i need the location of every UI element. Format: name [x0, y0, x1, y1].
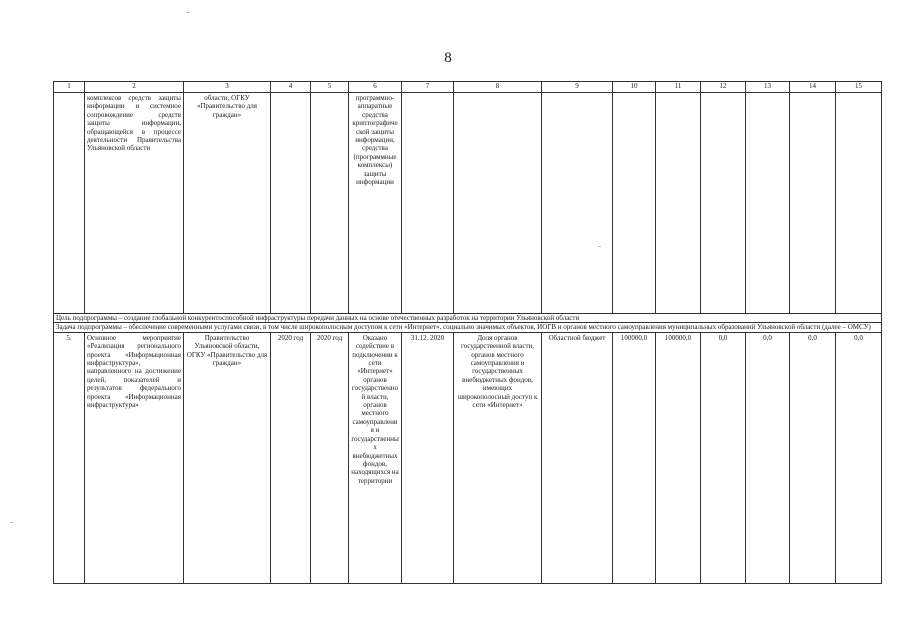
task-row: [54, 323, 882, 332]
scan-speck: [598, 246, 601, 247]
cell-15: 0,0: [836, 332, 882, 583]
cell-11: 100000,0: [656, 332, 701, 583]
cell-10: [613, 93, 656, 314]
col-header-5: 5: [311, 82, 349, 93]
cell-11: [656, 93, 701, 314]
table-row: [54, 332, 882, 583]
col-header-9: 9: [542, 82, 613, 93]
cell-end: 2020 год: [311, 332, 349, 583]
col-header-2: 2: [85, 82, 184, 93]
cell-num: [54, 93, 85, 314]
col-header-11: 11: [656, 82, 701, 93]
col-header-3: 3: [184, 82, 271, 93]
col-header-7: 7: [402, 82, 454, 93]
cell-result: программно-аппаратные средства криптографической защиты информации, средства (программные комплексы) защиты информации: [349, 93, 402, 314]
col-header-15: 15: [836, 82, 882, 93]
cell-result: Оказано содействие в подключении к сети «Интернет» органов государственной власти, органов местного самоуправления и государственных внебюджетных фондов, находящихся на территории: [349, 332, 402, 583]
program-table: [53, 81, 882, 584]
cell-num: 5.: [54, 332, 85, 583]
subprogram-goal: Цель подпрограммы – создание глобальной конкурентоспособной инфраструктуры передачи данных на основе отечественных разработок на территории Ульяновской области: [54, 314, 882, 323]
cell-13: [746, 93, 790, 314]
col-header-1: 1: [54, 82, 85, 93]
cell-measure-name: комплексов средств защиты информации и системное сопровождение средств защиты информации, обращающейся в процессе деятельности Правительства Ульяновской области: [85, 93, 184, 314]
cell-14: [790, 93, 836, 314]
cell-date: 31.12. 2020: [402, 332, 454, 583]
cell-12: [701, 93, 746, 314]
cell-date: [402, 93, 454, 314]
cell-12: 0,0: [701, 332, 746, 583]
page-number: 8: [444, 50, 452, 66]
cell-indicator: [454, 93, 542, 314]
cell-start: [271, 93, 311, 314]
col-header-14: 14: [790, 82, 836, 93]
cell-start: 2020 год: [271, 332, 311, 583]
scan-speck: [10, 522, 13, 523]
cell-13: 0,0: [746, 332, 790, 583]
goal-row: [54, 314, 882, 323]
cell-end: [311, 93, 349, 314]
cell-measure-name: Основное мероприятие «Реализация регионального проекта «Информационная инфраструктура», направленного на достижение целей, показателей и результатов федерального проекта «Информационная инфраструктура»: [85, 332, 184, 583]
cell-indicator: Доля органов государственной власти, органов местного самоуправления и государственных внебюджетных фондов, имеющих широкополосный доступ к сети «Интернет»: [454, 332, 542, 583]
cell-source: Областной бюджет: [542, 332, 613, 583]
subprogram-task: Задача подпрограммы – обеспечение современными услугами связи, в том числе широкополосным доступом к сети «Интернет», социально значимых объектов, ИОГВ и органов местного самоуправления муниципальных образований Ульяновской области (далее – ОМСУ): [54, 323, 882, 332]
col-header-10: 10: [613, 82, 656, 93]
col-header-12: 12: [701, 82, 746, 93]
col-header-6: 6: [349, 82, 402, 93]
cell-source: [542, 93, 613, 314]
col-header-8: 8: [454, 82, 542, 93]
table-row: [54, 93, 882, 314]
cell-executor: области, ОГКУ «Правительство для граждан»: [184, 93, 271, 314]
col-header-13: 13: [746, 82, 790, 93]
scan-speck: [186, 12, 189, 13]
col-header-4: 4: [271, 82, 311, 93]
cell-10: 100000,0: [613, 332, 656, 583]
column-number-row: [54, 82, 882, 93]
cell-executor: Правительство Ульяновской области, ОГКУ «Правительство для граждан»: [184, 332, 271, 583]
cell-15: [836, 93, 882, 314]
cell-14: 0,0: [790, 332, 836, 583]
